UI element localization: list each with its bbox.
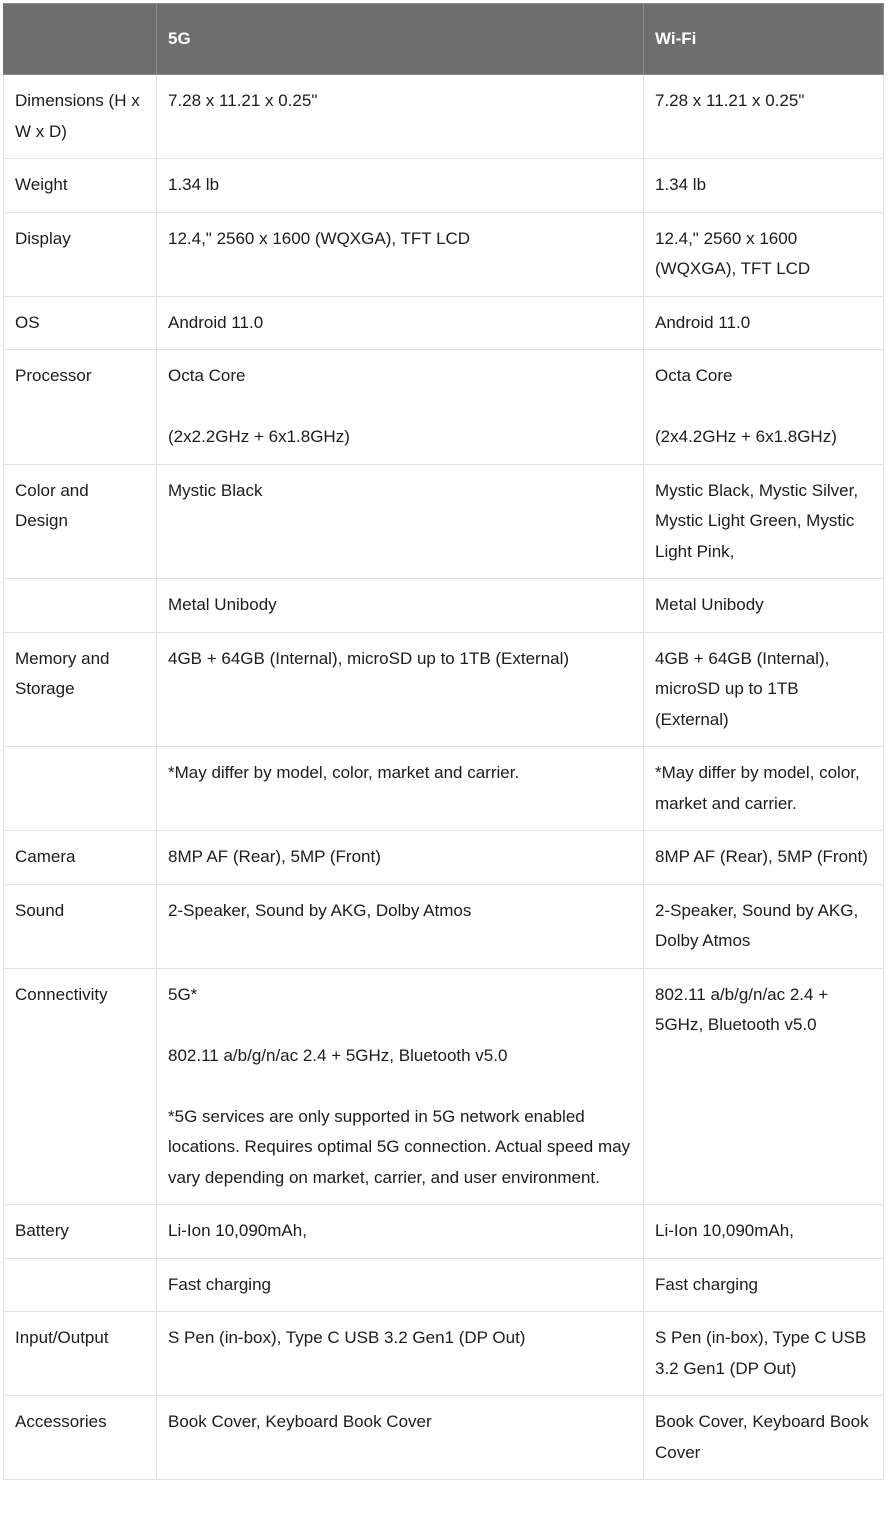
cell-wifi [644,1205,884,1259]
cell-wifi-text: Mystic Black, Mystic Silver, Mystic Light Green, Mystic Light Pink, [655,480,859,561]
cell-wifi [644,75,884,159]
table-row [4,884,884,968]
cell-5g [157,296,644,350]
row-label [4,212,157,296]
cell-5g-text: 2-Speaker, Sound by AKG, Dolby Atmos [168,900,472,920]
row-label [4,968,157,1205]
cell-5g-text: Metal Unibody [168,595,277,614]
cell-wifi [644,464,884,579]
cell-5g-text: *May differ by model, color, market and carrier. [168,763,520,782]
row-label-text: Sound [15,900,65,920]
cell-5g [157,75,644,159]
row-label-text: Memory and Storage [15,648,110,698]
cell-wifi-text: 802.11 a/b/g/n/ac 2.4 + 5GHz, Bluetooth v5.0 [655,984,829,1034]
cell-5g [157,1312,644,1396]
row-label [4,1205,157,1259]
row-label [4,75,157,159]
row-label-text: Accessories [15,1412,107,1431]
row-label [4,632,157,747]
cell-wifi [644,579,884,633]
table-row [4,1312,884,1396]
row-label-text: Battery [15,1221,69,1240]
row-label-text: Display [15,228,71,248]
header-wifi-cell: Wi-Fi [644,4,884,75]
cell-5g [157,1396,644,1480]
row-label [4,884,157,968]
row-label-text: Color and Design [15,480,89,530]
cell-5g [157,464,644,579]
cell-wifi-text: 2-Speaker, Sound by AKG, Dolby Atmos [655,900,859,950]
cell-wifi-text: S Pen (in-box), Type C USB 3.2 Gen1 (DP Out) [655,1328,867,1378]
cell-5g-text: Android 11.0 [168,312,264,332]
cell-wifi [644,1396,884,1480]
table-row [4,831,884,885]
cell-wifi [644,884,884,968]
table-row [4,350,884,465]
spec-comparison-table [3,3,884,1480]
cell-wifi [644,968,884,1205]
row-label-text: Dimensions (H x W x D) [15,91,140,141]
header-feature-cell [4,4,157,75]
cell-wifi [644,747,884,831]
cell-5g-text: Book Cover, Keyboard Book Cover [168,1412,432,1431]
cell-wifi [644,831,884,885]
row-label [4,747,157,831]
cell-wifi-text: Android 11.0 [655,312,751,332]
cell-5g-text: 8MP AF (Rear), 5MP (Front) [168,847,381,866]
table-row [4,1205,884,1259]
header-row [4,4,884,75]
row-label [4,296,157,350]
cell-5g [157,831,644,885]
cell-5g-text: Octa Core (2x2.2GHz + 6x1.8GHz) [168,366,350,446]
table-row [4,212,884,296]
table-row [4,747,884,831]
table-row [4,159,884,213]
cell-wifi-text: 4GB + 64GB (Internal), microSD up to 1TB (External) [655,648,830,729]
cell-5g [157,159,644,213]
cell-wifi-text: Metal Unibody [655,595,764,614]
cell-5g-text: 12.4," 2560 x 1600 (WQXGA), TFT LCD [168,228,471,248]
cell-5g [157,1205,644,1259]
cell-wifi [644,212,884,296]
cell-5g [157,579,644,633]
table-row [4,75,884,159]
cell-wifi-text: *May differ by model, color, market and carrier. [655,763,860,813]
cell-wifi [644,1258,884,1312]
cell-5g-text: 7.28 x 11.21 x 0.25" [168,91,318,110]
row-label-text: Input/Output [15,1328,109,1347]
table-row [4,968,884,1205]
table-row [4,296,884,350]
cell-wifi [644,632,884,747]
cell-5g-text: Mystic Black [168,480,263,500]
table-body [4,75,884,1480]
cell-wifi-text: 8MP AF (Rear), 5MP (Front) [655,847,868,866]
cell-5g-text: S Pen (in-box), Type C USB 3.2 Gen1 (DP Out) [168,1328,526,1347]
cell-5g [157,968,644,1205]
row-label [4,464,157,579]
cell-5g-text: 5G* 802.11 a/b/g/n/ac 2.4 + 5GHz, Bluetooth v5.0 *5G services are only supported in 5G network enabled locations. Requires optimal 5G connection. Actual speed may vary depending on market, carrier, and user environment. [168,984,631,1187]
cell-5g-text: 1.34 lb [168,175,220,194]
cell-wifi [644,159,884,213]
row-label-text: Connectivity [15,984,108,1004]
table-row [4,632,884,747]
row-label [4,1396,157,1480]
cell-wifi-text: Book Cover, Keyboard Book Cover [655,1412,869,1462]
cell-wifi-text: 12.4," 2560 x 1600 (WQXGA), TFT LCD [655,228,811,278]
cell-5g [157,884,644,968]
cell-wifi-text: Octa Core (2x4.2GHz + 6x1.8GHz) [655,366,837,446]
table-row [4,579,884,633]
cell-wifi-text: Fast charging [655,1274,758,1294]
table-row [4,1258,884,1312]
cell-5g [157,212,644,296]
row-label [4,1258,157,1312]
cell-wifi-text: 7.28 x 11.21 x 0.25" [655,91,805,110]
cell-5g-text: Fast charging [168,1274,271,1294]
row-label [4,831,157,885]
cell-wifi [644,350,884,465]
cell-wifi [644,1312,884,1396]
row-label [4,579,157,633]
table-row [4,1396,884,1480]
cell-wifi-text: Li-Ion 10,090mAh, [655,1221,794,1240]
cell-wifi-text: 1.34 lb [655,175,707,194]
cell-5g-text: 4GB + 64GB (Internal), microSD up to 1TB (External) [168,648,570,668]
cell-5g [157,747,644,831]
cell-wifi [644,296,884,350]
row-label-text: Camera [15,847,76,866]
row-label [4,159,157,213]
row-label-text: Processor [15,366,92,385]
cell-5g [157,1258,644,1312]
cell-5g [157,350,644,465]
row-label-text: Weight [15,175,68,194]
table-header [4,4,884,75]
cell-5g [157,632,644,747]
cell-5g-text: Li-Ion 10,090mAh, [168,1221,307,1240]
row-label [4,1312,157,1396]
row-label [4,350,157,465]
header-5g-cell: 5G [157,4,644,75]
row-label-text: OS [15,312,40,332]
table-row [4,464,884,579]
